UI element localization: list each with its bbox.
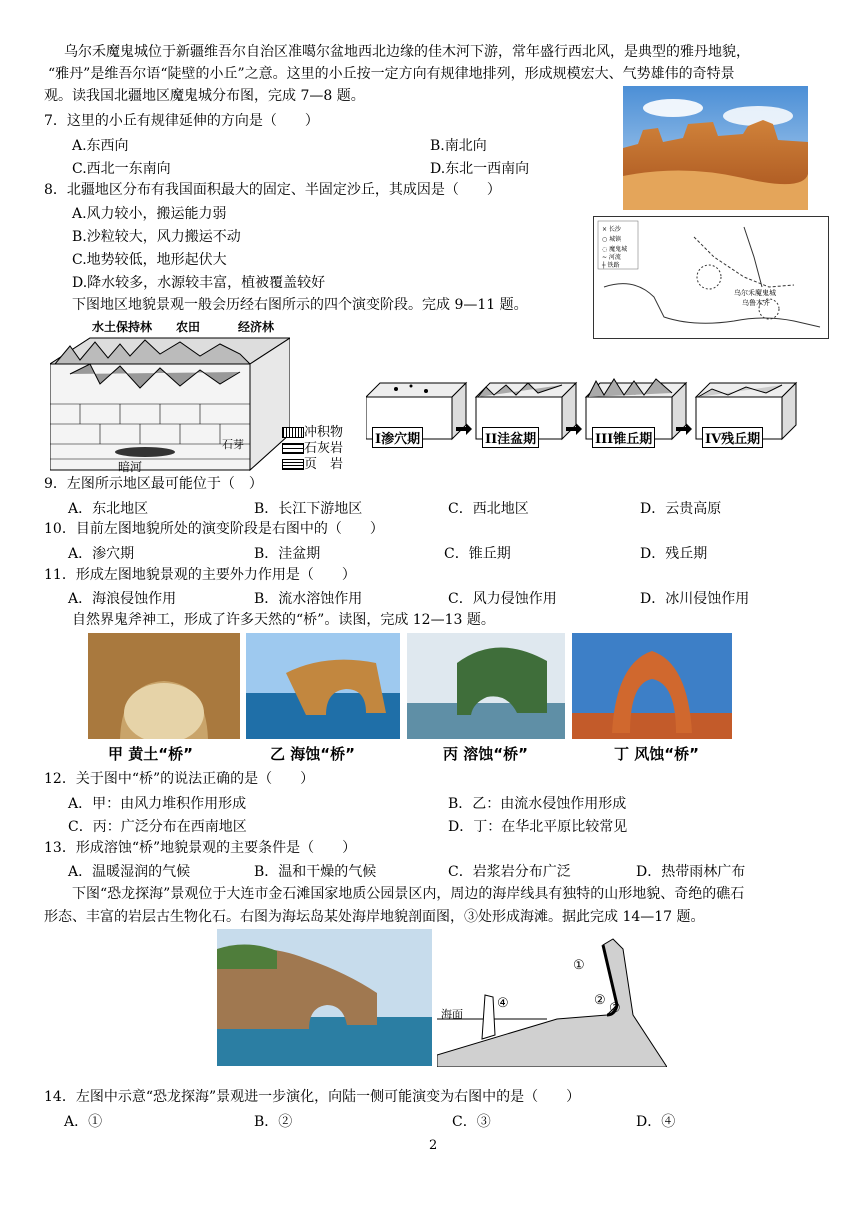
profile-marker-4: ④ <box>497 996 509 1011</box>
q10-option-d[interactable]: D．残丘期 <box>640 546 708 562</box>
q9-option-a[interactable]: A．东北地区 <box>68 501 149 517</box>
q14-option-a[interactable]: A．① <box>64 1114 103 1130</box>
q11-option-a[interactable]: A．海浪侵蚀作用 <box>68 591 177 607</box>
q11-option-b[interactable]: B．流水溶蚀作用 <box>254 591 363 607</box>
q14-option-c[interactable]: C．③ <box>452 1114 491 1130</box>
q14-option-d[interactable]: D．④ <box>636 1114 676 1130</box>
svg-text:× 长沙: × 长沙 <box>602 226 621 233</box>
intro-line-2: “雅丹”是维吾尔语“陡壁的小丘”之意。这里的小丘按一定方向有规律地排列，形成规模宏大、气势雄伟的奇特景 <box>48 66 735 82</box>
intro-q12: 自然界鬼斧神工，形成了许多天然的“桥”。读图，完成 12—13 题。 <box>72 612 495 628</box>
q7-option-d[interactable]: D.东北一西南向 <box>430 161 530 177</box>
intro-q14-line-2: 形态、丰富的岩层古生物化石。右图为海坛岛某处海岸地貌剖面图，③处形成海滩。据此完成 14—17 题。 <box>44 909 705 925</box>
q11-option-d[interactable]: D．冰川侵蚀作用 <box>640 591 750 607</box>
q12-option-d[interactable]: D．丁：在华北平原比较常见 <box>448 819 628 835</box>
q12-option-c[interactable]: C．丙：广泛分布在西南地区 <box>68 819 247 835</box>
q13-option-a[interactable]: A．温暖湿润的气候 <box>68 864 191 880</box>
devil-city-map <box>593 216 829 339</box>
svg-text:~ 河流: ~ 河流 <box>602 254 621 261</box>
q13-stem: 13．形成溶蚀“桥”地貌景观的主要条件是（ ） <box>44 840 357 856</box>
q9-option-c[interactable]: C．西北地区 <box>448 501 529 517</box>
svg-text:○ 城镇: ○ 城镇 <box>602 236 622 243</box>
q13-option-b[interactable]: B．温和干燥的气候 <box>254 864 377 880</box>
q13-option-d[interactable]: D．热带雨林广布 <box>636 864 746 880</box>
q10-option-b[interactable]: B．洼盆期 <box>254 546 321 562</box>
q9-option-d[interactable]: D．云贵高原 <box>640 501 722 517</box>
yadan-photo <box>623 86 808 210</box>
q8-option-b[interactable]: B.沙粒较大，风力搬运不动 <box>72 229 241 245</box>
intro-line-3: 观。读我国北疆地区魔鬼城分布图，完成 7—8 题。 <box>44 88 365 104</box>
svg-text:乌鲁木齐: 乌鲁木齐 <box>742 299 770 307</box>
q8-stem: 8．北疆地区分布有我国面积最大的固定、半固定沙丘，其成因是（ ） <box>44 182 501 198</box>
q7-stem: 7．这里的小丘有规律延伸的方向是（ ） <box>44 113 319 129</box>
profile-marker-2: ② <box>594 993 606 1008</box>
q11-stem: 11．形成左图地貌景观的主要外力作用是（ ） <box>44 567 356 583</box>
q7-option-b[interactable]: B.南北向 <box>430 138 487 154</box>
svg-text:┼ 铁路: ┼ 铁路 <box>602 262 620 269</box>
loess-bridge-photo <box>88 633 240 739</box>
svg-text:◌ 魔鬼城: ◌ 魔鬼城 <box>602 246 628 253</box>
caption-loess-bridge: 甲 黄土“桥” <box>108 745 193 763</box>
label-underground-river: 暗河 <box>118 460 143 474</box>
q8-option-a[interactable]: A.风力较小，搬运能力弱 <box>72 206 227 222</box>
label-farmland: 农田 <box>176 320 201 334</box>
q7-option-a[interactable]: A.东西向 <box>72 138 129 154</box>
caption-wind-bridge: 丁 风蚀“桥” <box>614 745 699 763</box>
wind-arch-photo <box>572 633 732 739</box>
caption-karst-bridge: 丙 溶蚀“桥” <box>443 745 528 763</box>
dinosaur-sea-photo <box>217 929 432 1066</box>
legend-limestone: 石灰岩 <box>282 437 343 456</box>
intro-q9: 下图地区地貌景观一般会历经右图所示的四个演变阶段。完成 9—11 题。 <box>72 297 528 313</box>
q12-option-b[interactable]: B．乙：由流水侵蚀作用形成 <box>448 796 627 812</box>
sea-arch-photo <box>246 633 400 739</box>
caption-sea-bridge: 乙 海蚀“桥” <box>270 745 355 763</box>
stage-4-label: IV残丘期 <box>702 427 763 448</box>
intro-q14-line-1: 下图“恐龙探海”景观位于大连市金石滩国家地质公园景区内，周边的海岸线具有独特的山形地貌、奇绝的礁石 <box>72 886 745 902</box>
intro-line-1: 乌尔禾魔鬼城位于新疆维吾尔自治区准噶尔盆地西北边缘的佳木河下游，常年盛行西北风，是典型的雅丹地貌， <box>64 44 750 60</box>
stage-2-label: II洼盆期 <box>482 427 539 448</box>
q10-option-a[interactable]: A．渗穴期 <box>68 546 135 562</box>
stage-3-label: III锥丘期 <box>592 427 655 448</box>
q8-option-c[interactable]: C.地势较低，地形起伏大 <box>72 252 227 268</box>
label-soil-forest: 水土保持林 <box>92 320 153 334</box>
karst-block-diagram <box>50 334 290 474</box>
stage-1-label: I渗穴期 <box>372 427 423 448</box>
q14-stem: 14．左图中示意“恐龙探海”景观进一步演化，向陆一侧可能演变为右图中的是（ ） <box>44 1089 581 1105</box>
q9-stem: 9．左图所示地区最可能位于（ ） <box>44 476 263 492</box>
profile-marker-3: ③ <box>609 1001 621 1016</box>
legend-shale: 页 岩 <box>282 453 343 472</box>
q13-option-c[interactable]: C．岩浆岩分布广泛 <box>448 864 571 880</box>
q9-option-b[interactable]: B．长江下游地区 <box>254 501 363 517</box>
q12-stem: 12．关于图中“桥”的说法正确的是（ ） <box>44 771 315 787</box>
profile-sea-level-label: 海面 <box>441 1008 463 1021</box>
profile-marker-1: ① <box>573 958 585 973</box>
q12-option-a[interactable]: A．甲：由风力堆积作用形成 <box>68 796 247 812</box>
karst-bridge-photo <box>407 633 565 739</box>
legend-alluvium: 冲积物 <box>282 421 343 440</box>
label-stone-bud: 石芽 <box>222 438 244 451</box>
coastal-profile <box>437 935 667 1067</box>
q7-option-c[interactable]: C.西北一东南向 <box>72 161 171 177</box>
page-number: 2 <box>429 1138 438 1153</box>
q10-option-c[interactable]: C．锥丘期 <box>444 546 511 562</box>
q14-option-b[interactable]: B．② <box>254 1114 293 1130</box>
label-cash-forest: 经济林 <box>238 320 275 334</box>
q8-option-d[interactable]: D.降水较多，水源较丰富，植被覆盖较好 <box>72 275 326 291</box>
svg-text:乌尔禾魔鬼城: 乌尔禾魔鬼城 <box>734 289 776 297</box>
q11-option-c[interactable]: C．风力侵蚀作用 <box>448 591 557 607</box>
q10-stem: 10．目前左图地貌所处的演变阶段是右图中的（ ） <box>44 521 384 537</box>
